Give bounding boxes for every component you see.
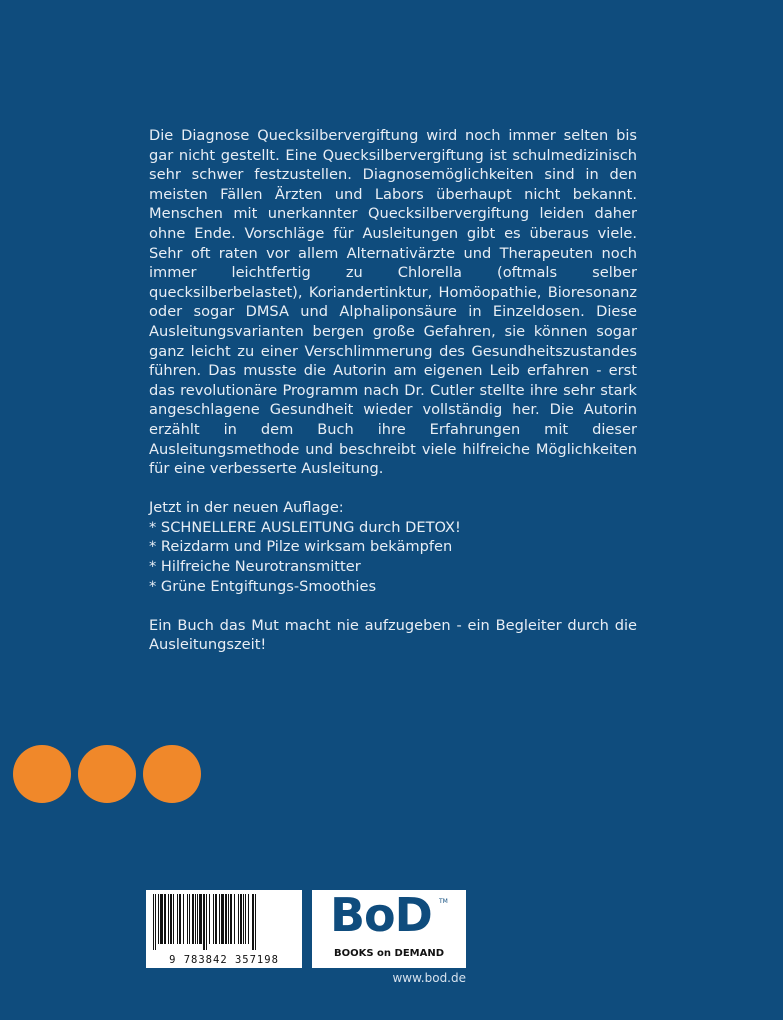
- publisher-logo: [312, 890, 466, 968]
- description-paragraph: Die Diagnose Quecksilbervergiftung wird noch immer selten bis gar nicht gestellt. Eine Quecksilbervergiftung ist schulmedizinisch sehr schwer festzustellen. Diagnosemöglichkeiten sind in den meisten Fällen Ärzten und Labors überhaupt nicht bekannt. Menschen mit unerkannter Quecksilbervergiftung leiden daher ohne Ende. Vorschläge für Ausleitungen gibt es überaus viele. Sehr oft raten vor allem Alternativärzte und Therapeuten noch immer leichtfertig zu Chlorella (oftmals selber quecksilberbelastet), Koriandertinktur, Homöopathie, Bioresonanz oder sogar DMSA und Alphaliponsäure in Einzeldosen. Diese Ausleitungsvarianten bergen große Gefahren, sie können sogar ganz leicht zu einer Verschlimmerung des Gesundheitszustandes führen. Das musste die Autorin am eigenen Leib erfahren - erst das revolutionäre Programm nach Dr. Cutler stellte ihre sehr stark angeschlagene Gesundheit wieder vollständig her. Die Autorin erzählt in dem Buch ihre Erfahrungen mit dieser Ausleitungsmethode und beschreibt viele hilfreiche Möglichkeiten für eine verbesserte Ausleitung.: [149, 127, 637, 478]
- barcode-bars: [151, 894, 297, 950]
- closing-paragraph: Ein Buch das Mut macht nie aufzugeben - ein Begleiter durch die Ausleitungszeit!: [149, 616, 637, 654]
- trademark-symbol: TM: [439, 898, 448, 905]
- publisher-url: www.bod.de: [392, 971, 466, 985]
- new-edition-item: * Reizdarm und Pilze wirksam bekämpfen: [149, 538, 453, 556]
- isbn-barcode: [146, 890, 302, 968]
- new-edition-item: * Grüne Entgiftungs-Smoothies: [149, 577, 377, 595]
- new-edition-section: [149, 498, 637, 596]
- new-edition-item: * SCHNELLERE AUSLEITUNG durch DETOX!: [149, 518, 461, 536]
- orange-dots-decoration: [13, 745, 201, 803]
- new-edition-item: * Hilfreiche Neurotransmitter: [149, 558, 361, 576]
- orange-dot: [13, 745, 71, 803]
- back-cover-blurb: [149, 126, 637, 655]
- orange-dot: [78, 745, 136, 803]
- bod-logo-mark: BoD: [330, 888, 432, 942]
- new-edition-intro: Jetzt in der neuen Auflage:: [149, 499, 344, 517]
- orange-dot: [143, 745, 201, 803]
- publisher-tagline: BOOKS on DEMAND: [333, 948, 445, 959]
- isbn-number: 9 783842 357198: [169, 954, 279, 966]
